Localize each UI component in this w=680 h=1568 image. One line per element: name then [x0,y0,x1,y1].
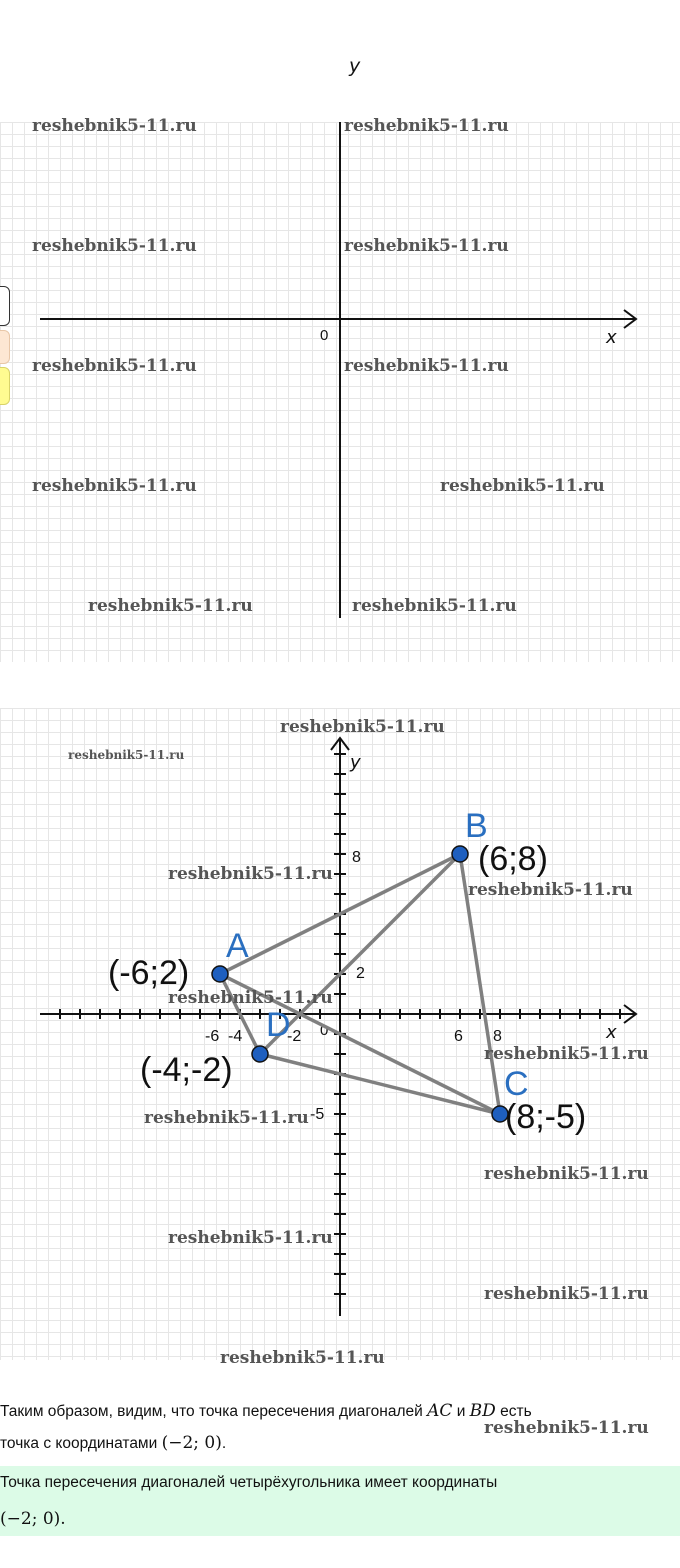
segment-CD [260,1054,500,1114]
point-C-name: C [504,1065,529,1103]
point-A-coord-label: (-6;2) [108,954,190,992]
watermark: reshebnik5-11.ru [468,880,633,900]
watermark: reshebnik5-11.ru [168,988,333,1008]
solution-text: точка с координатами [0,1435,162,1452]
watermark: reshebnik5-11.ru [484,1418,649,1438]
plot2-segments [220,854,500,1114]
plot1-axes [0,116,680,662]
point-C-coord-label: (8;-5) [505,1098,587,1136]
answer-suffix: . [60,1509,66,1529]
watermark: reshebnik5-11.ru [280,717,445,737]
plot1-x-axis-label: x [606,327,617,348]
x-tick-label: 6 [454,1028,463,1045]
plot2-point-labels [108,807,586,1136]
x-tick-label: 8 [493,1028,502,1045]
plot2-y-axis-label: y [350,752,361,773]
plot2-tick-labels [205,849,502,1123]
y-tick-label: 8 [352,849,361,866]
watermark: reshebnik5-11.ru [220,1348,385,1368]
intersection-point: (−2; 0) [161,1433,222,1453]
x-tick-label: -6 [205,1028,220,1045]
y-tick-label: 2 [356,965,365,982]
point-A [212,966,228,982]
answer-box [0,1466,680,1536]
x-tick-label: -4 [228,1028,243,1045]
point-B-coord-label: (6;8) [478,840,548,878]
x-tick-label: -2 [287,1028,302,1045]
watermark: reshebnik5-11.ru [484,1164,649,1184]
watermark: reshebnik5-11.ru [484,1044,649,1064]
point-A-name: A [226,927,249,965]
point-D [252,1046,268,1062]
answer-line-1 [0,1468,497,1498]
plot1-y-axis-label: y [349,55,361,77]
watermark: reshebnik5-11.ru [32,356,197,376]
watermark: reshebnik5-11.ru [68,748,185,762]
plot2-chart [0,708,680,1368]
watermark: reshebnik5-11.ru [344,116,509,136]
watermark: reshebnik5-11.ru [440,476,605,496]
point-B-name: B [465,807,488,845]
watermark: reshebnik5-11.ru [168,1228,333,1248]
diagonal-bd: BD [469,1401,496,1421]
answer-line-2 [0,1504,66,1534]
diagonal-ac: AC [427,1401,453,1421]
plot2-origin-label: 0 [320,1022,329,1039]
watermark: reshebnik5-11.ru [484,1284,649,1304]
answer-point: (−2; 0) [0,1509,61,1529]
solution-text: Таким образом, видим, что точка пересечения диагоналей [0,1403,428,1420]
solution-text: и [452,1403,470,1420]
point-D-name: D [266,1006,291,1044]
solution-text: . [221,1435,227,1452]
plot1-origin-label: 0 [320,327,329,344]
solution-text: есть [495,1403,532,1420]
watermark: reshebnik5-11.ru [344,356,509,376]
watermark: reshebnik5-11.ru [352,596,517,616]
answer-text: Точка пересечения диагоналей четырёхугольника имеет координаты [0,1474,498,1491]
watermark: reshebnik5-11.ru [32,116,197,136]
watermark: reshebnik5-11.ru [32,476,197,496]
plot2-x-axis-label: x [606,1022,617,1043]
watermark: reshebnik5-11.ru [32,236,197,256]
point-B [452,846,468,862]
watermark: reshebnik5-11.ru [88,596,253,616]
watermark: reshebnik5-11.ru [168,864,333,884]
point-D-coord-label: (-4;-2) [140,1051,233,1089]
watermark: reshebnik5-11.ru [144,1108,309,1128]
plot2-axes [40,738,636,1316]
y-tick-label: -5 [310,1106,325,1123]
watermark: reshebnik5-11.ru [344,236,509,256]
